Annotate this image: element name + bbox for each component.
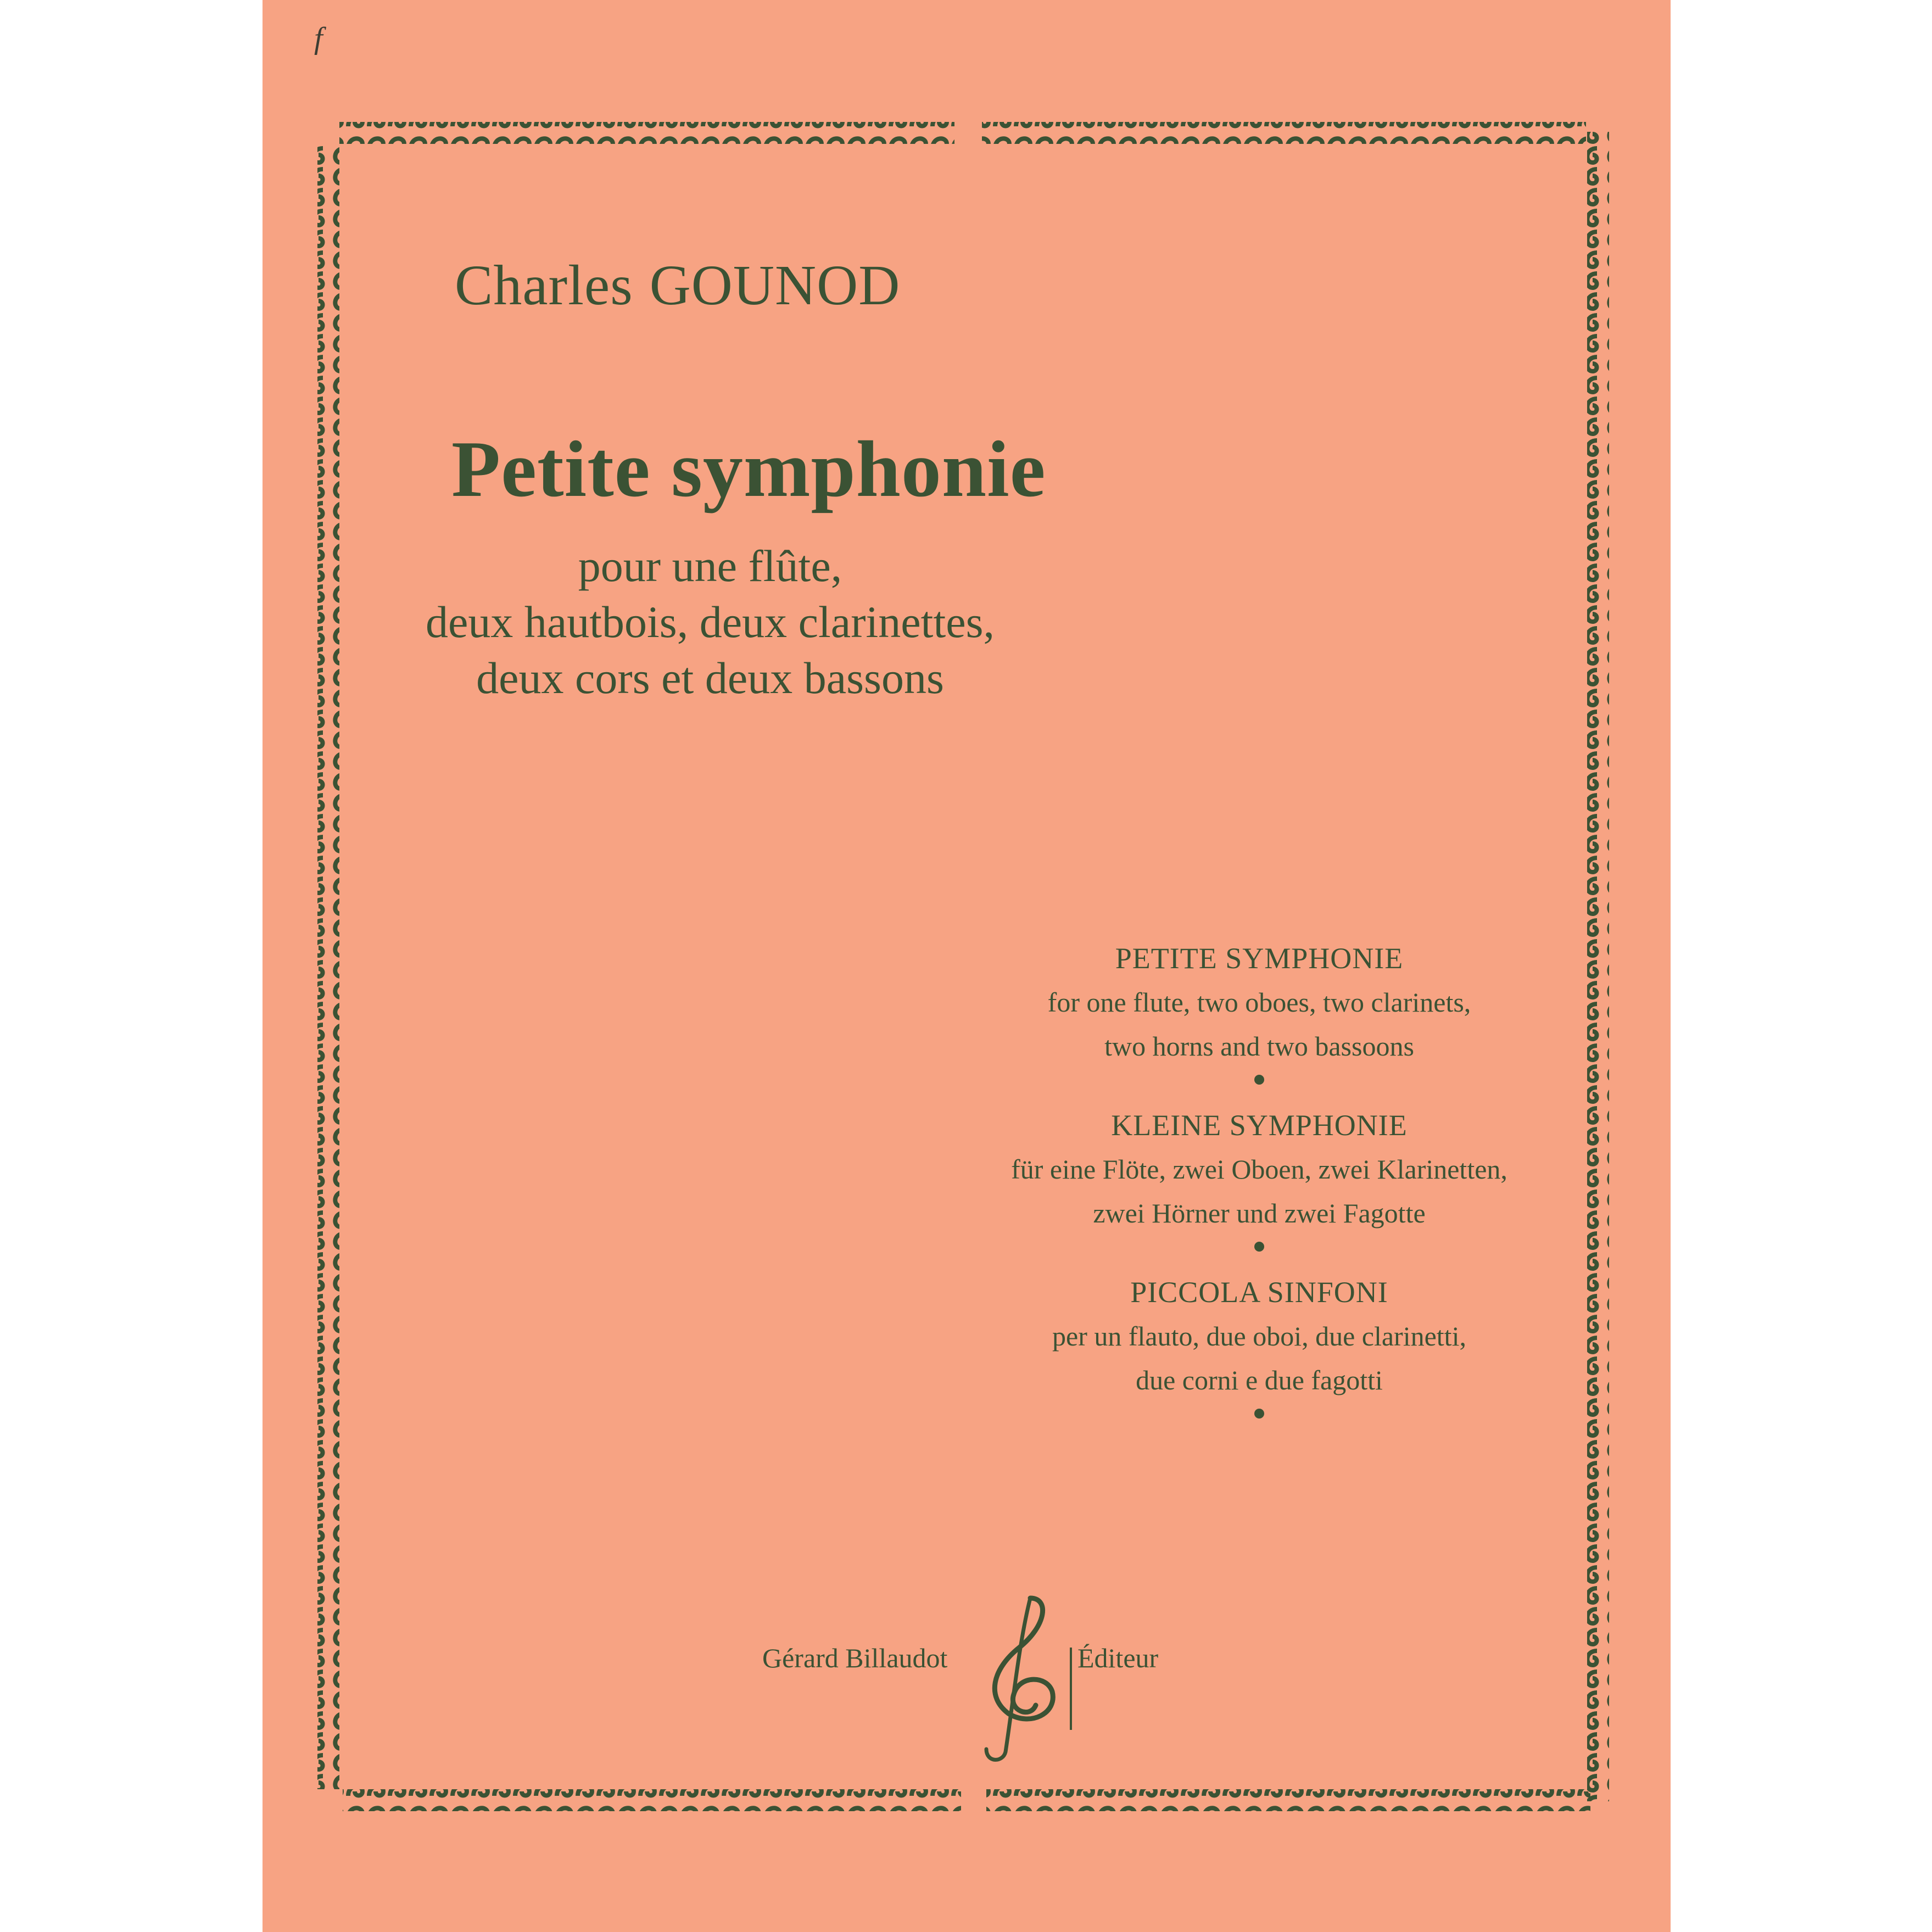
- border-right: [1587, 132, 1609, 1801]
- treble-clef-logo-icon: [953, 1587, 1080, 1768]
- translation-line: for one flute, two oboes, two clarinets,: [1047, 987, 1471, 1018]
- scoring-line: deux cors et deux bassons: [476, 653, 944, 703]
- translation-line: two horns and two bassoons: [1104, 1031, 1414, 1062]
- border-bottom-left: [343, 1789, 961, 1811]
- translation-line: für eine Flöte, zwei Oboen, zwei Klarinetten,: [1011, 1154, 1507, 1185]
- score-cover: [263, 0, 1671, 1932]
- border-top-left: [339, 122, 954, 144]
- composer-name: [455, 253, 1004, 318]
- border-left: [317, 144, 339, 1789]
- separator-dot: [1254, 1075, 1264, 1085]
- translation-line: zwei Hörner und zwei Fagotte: [1093, 1198, 1426, 1229]
- border-top-right: [982, 122, 1586, 144]
- corner-mark: f: [314, 21, 323, 55]
- work-title: [263, 423, 1405, 515]
- scoring-line: deux hautbois, deux clarinettes,: [425, 597, 995, 647]
- separator-dot: [1254, 1242, 1264, 1252]
- composer-first-name: Charles: [455, 254, 633, 317]
- scoring-french: [383, 538, 1037, 706]
- translations-block: [965, 936, 1553, 1437]
- border-bottom-right: [986, 1789, 1590, 1811]
- separator-dot: [1254, 1409, 1264, 1419]
- translation-line: due corni e due fagotti: [1136, 1365, 1383, 1395]
- translation-heading-de: KLEINE SYMPHONIE: [1111, 1109, 1408, 1142]
- publisher-role: Éditeur: [1077, 1643, 1159, 1673]
- composer-last-name: GOUNOD: [649, 254, 901, 317]
- translation-heading-it: PICCOLA SINFONI: [1130, 1276, 1388, 1309]
- scoring-line: pour une flûte,: [578, 541, 842, 591]
- work-title-text: Petite symphonie: [451, 425, 1046, 513]
- translation-line: per un flauto, due oboi, due clarinetti,: [1052, 1321, 1466, 1352]
- publisher-name: Gérard Billaudot: [762, 1643, 948, 1673]
- translation-heading-en: PETITE SYMPHONIE: [1115, 942, 1404, 975]
